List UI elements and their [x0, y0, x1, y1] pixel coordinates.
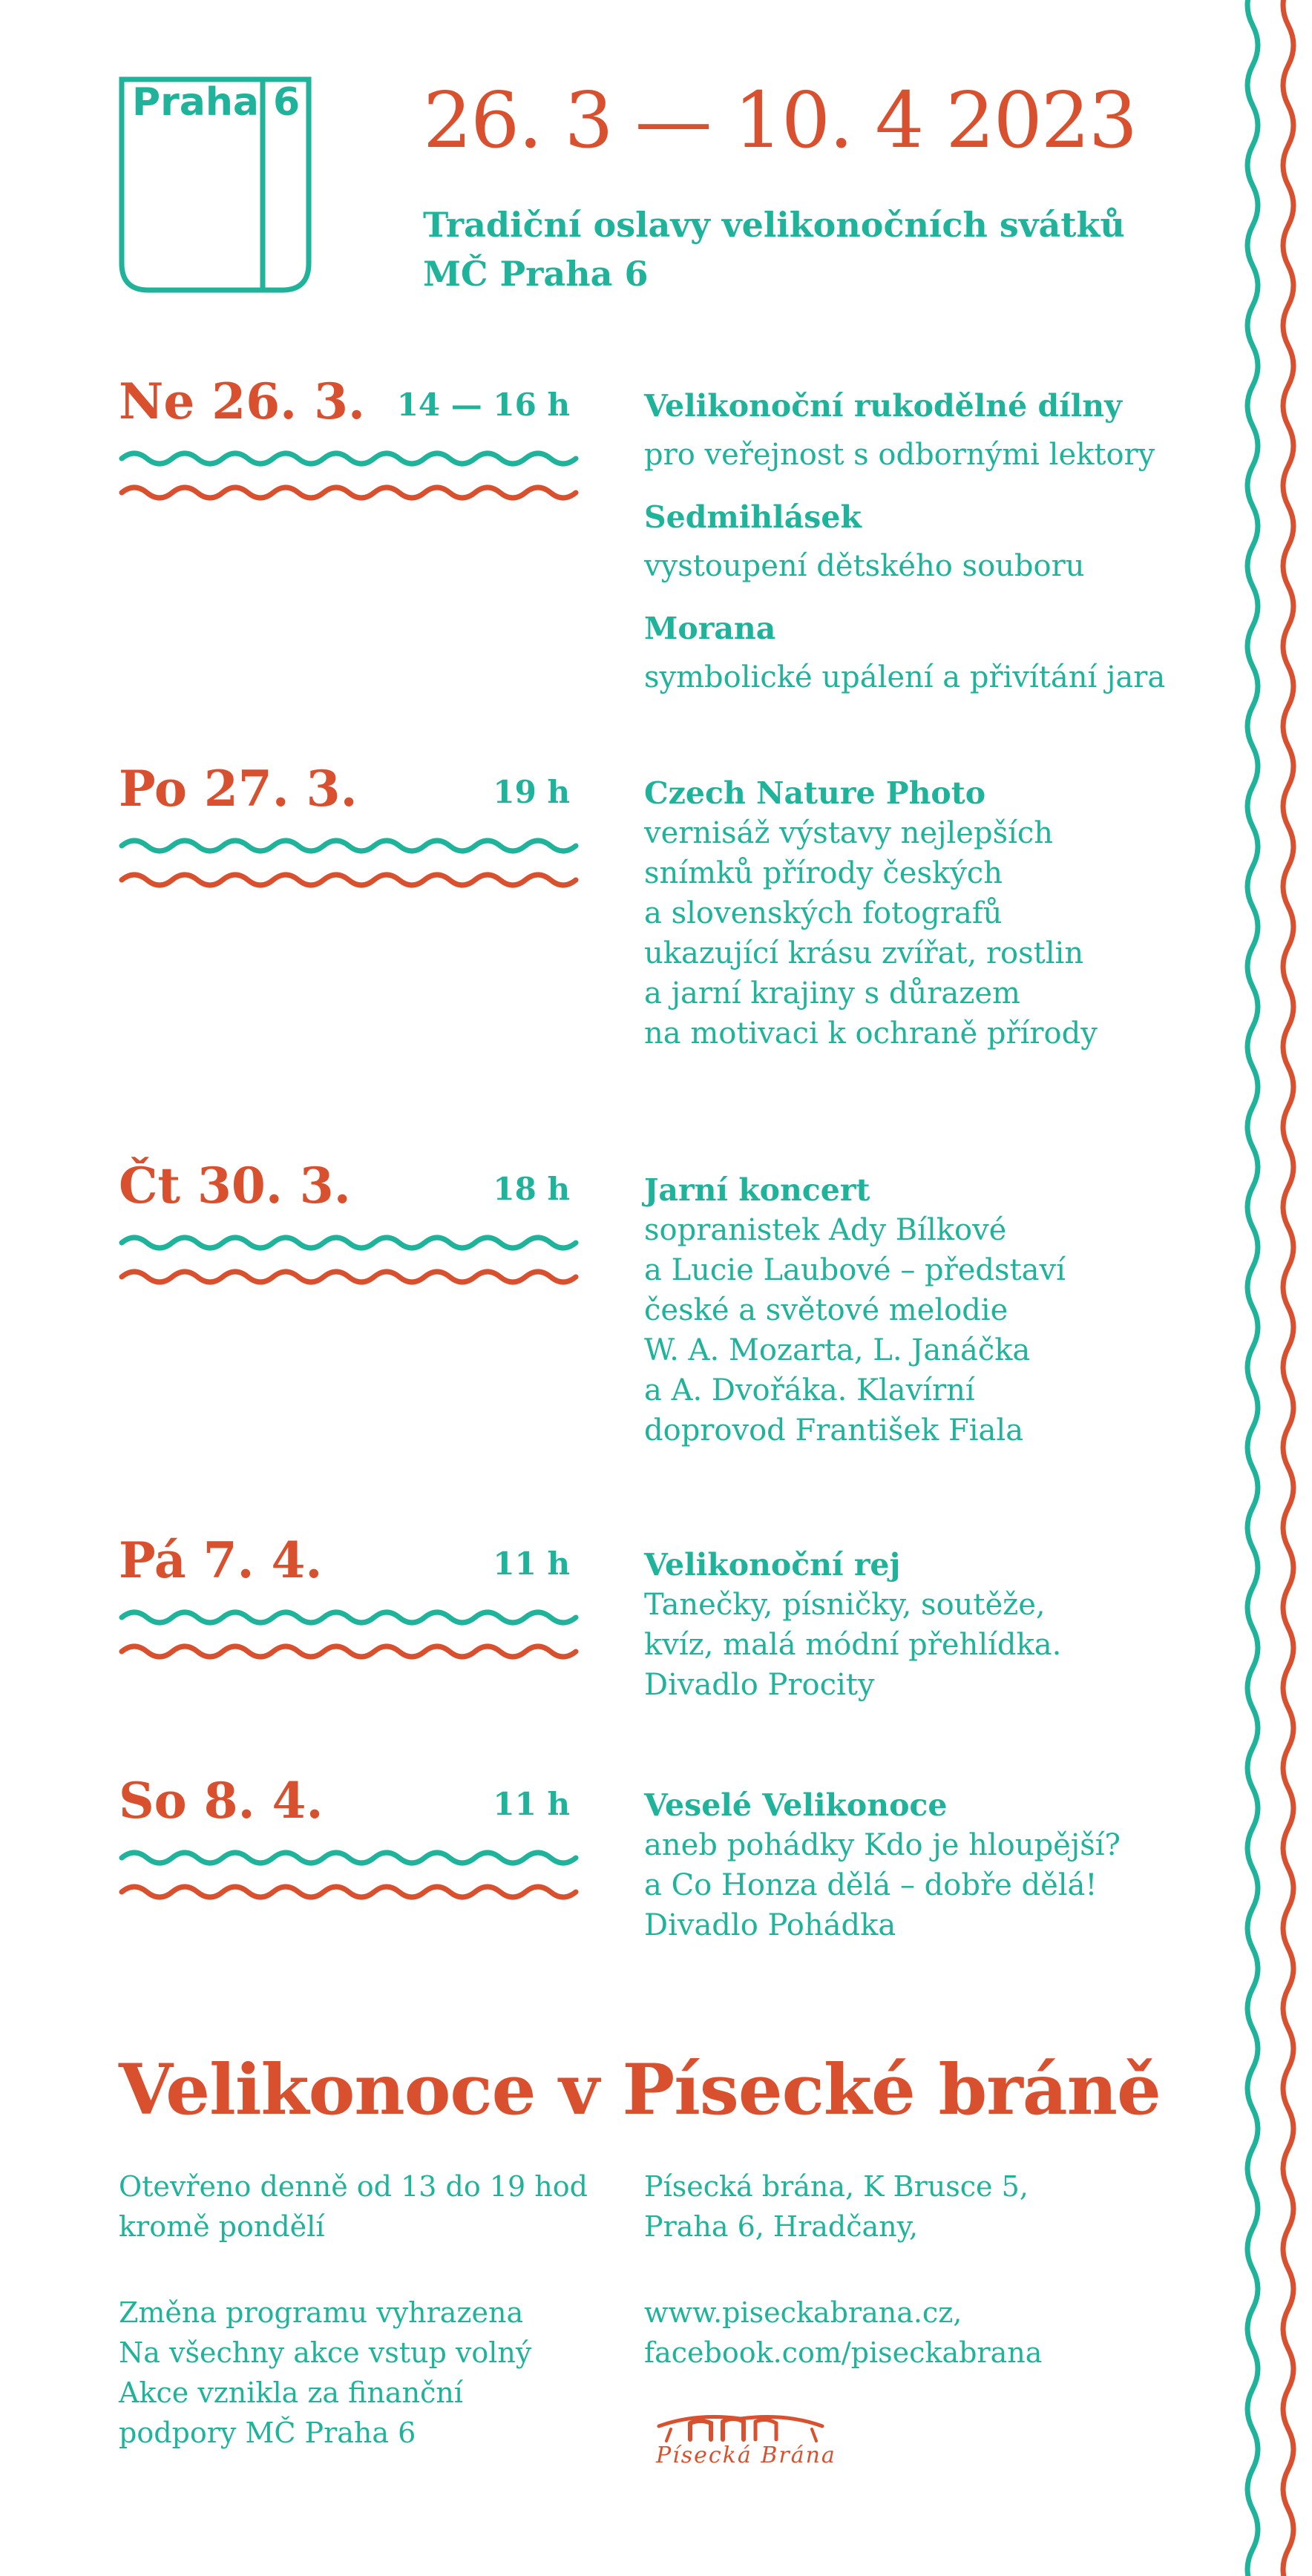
piseckabrana-logo-text: Písecká Brána: [656, 2442, 836, 2468]
event-program: [644, 773, 1208, 1076]
event-date: Ne 26. 3.: [119, 372, 365, 430]
program-item: [644, 773, 1208, 1054]
item-title: Morana: [644, 611, 776, 646]
item-description: sopranistek Ady Bílkové a Lucie Laubové – představí české a světové melodie W. A. Mozarta, L. Janáčka a A. Dvořáka. Klavírní doprovod František Fiala: [644, 1213, 1066, 1448]
event-time: 14 — 16 h: [396, 387, 570, 423]
program-notes: Změna programu vyhrazena Na všechny akce vstup volný Akce vznikla za finanční podpory MČ Praha 6: [119, 2296, 532, 2449]
opening-hours: Otevřeno denně od 13 do 19 hod kromě pondělí: [119, 2170, 588, 2243]
item-title: Sedmihlásek: [644, 499, 862, 535]
program-item: [644, 1545, 1208, 1705]
item-description: aneb pohádky Kdo je hloupější? a Co Honza dělá – dobře dělá! Divadlo Pohádka: [644, 1828, 1121, 1942]
event-program: [644, 386, 1208, 720]
item-title: Velikonoční rukodělné dílny: [644, 388, 1122, 424]
logo-praha-text: Praha: [132, 80, 259, 125]
event-time: 11 h: [493, 1786, 570, 1822]
program-item: [644, 608, 1208, 697]
wave-divider-icon: [119, 1601, 579, 1668]
wave-divider-icon: [119, 1226, 579, 1293]
item-description: symbolické upálení a přivítání jara: [644, 660, 1166, 694]
item-title: Velikonoční rej: [644, 1547, 901, 1583]
event-time: 19 h: [493, 774, 570, 810]
program-item: [644, 1785, 1208, 1945]
piseckabrana-logo-icon: [644, 2396, 837, 2485]
wave-divider-icon: [119, 442, 579, 509]
wave-divider-icon: [119, 829, 579, 896]
festival-subtitle: [423, 200, 1165, 298]
logo-six-text: 6: [273, 80, 301, 125]
item-description: vystoupení dětského souboru: [644, 549, 1085, 583]
item-description: vernisáž výstavy nejlepších snímků přírody českých a slovenských fotografů ukazující krásu zvířat, rostlin a jarní krajiny s důrazem na motivaci k ochraně přírody: [644, 816, 1098, 1051]
program-item: [644, 1170, 1208, 1450]
subtitle-line-1: Tradiční oslavy velikonočních svátků: [423, 205, 1125, 245]
event-date: So 8. 4.: [119, 1772, 324, 1830]
event-program: [644, 1785, 1208, 1968]
venue-title: Velikonoce v Písecké bráně: [119, 2049, 1161, 2131]
item-title: Veselé Velikonoce: [644, 1787, 948, 1823]
wave-divider-icon: [119, 1841, 579, 1908]
event-program: [644, 1170, 1208, 1473]
subtitle-line-2: MČ Praha 6: [423, 254, 649, 294]
program-item: [644, 497, 1208, 586]
event-time: 18 h: [493, 1171, 570, 1207]
event-date: Po 27. 3.: [119, 760, 358, 818]
venue-address: Písecká brána, K Brusce 5, Praha 6, Hradčany,: [644, 2170, 1029, 2243]
item-description: pro veřejnost s odbornými lektory: [644, 438, 1155, 472]
venue-links: www.piseckabrana.cz, facebook.com/piseckabrana: [644, 2296, 1043, 2369]
event-date: Čt 30. 3.: [119, 1157, 351, 1215]
item-title: Czech Nature Photo: [644, 775, 986, 811]
program-item: [644, 386, 1208, 475]
event-time: 11 h: [493, 1545, 570, 1582]
side-wave-border-icon: [1230, 0, 1312, 2576]
item-description: Tanečky, písničky, soutěže, kvíz, malá módní přehlídka. Divadlo Procity: [644, 1588, 1062, 1702]
event-program: [644, 1545, 1208, 1727]
event-date: Pá 7. 4.: [119, 1531, 323, 1589]
item-title: Jarní koncert: [644, 1172, 870, 1208]
festival-date-range: 26. 3 — 10. 4 2023: [423, 75, 1137, 165]
